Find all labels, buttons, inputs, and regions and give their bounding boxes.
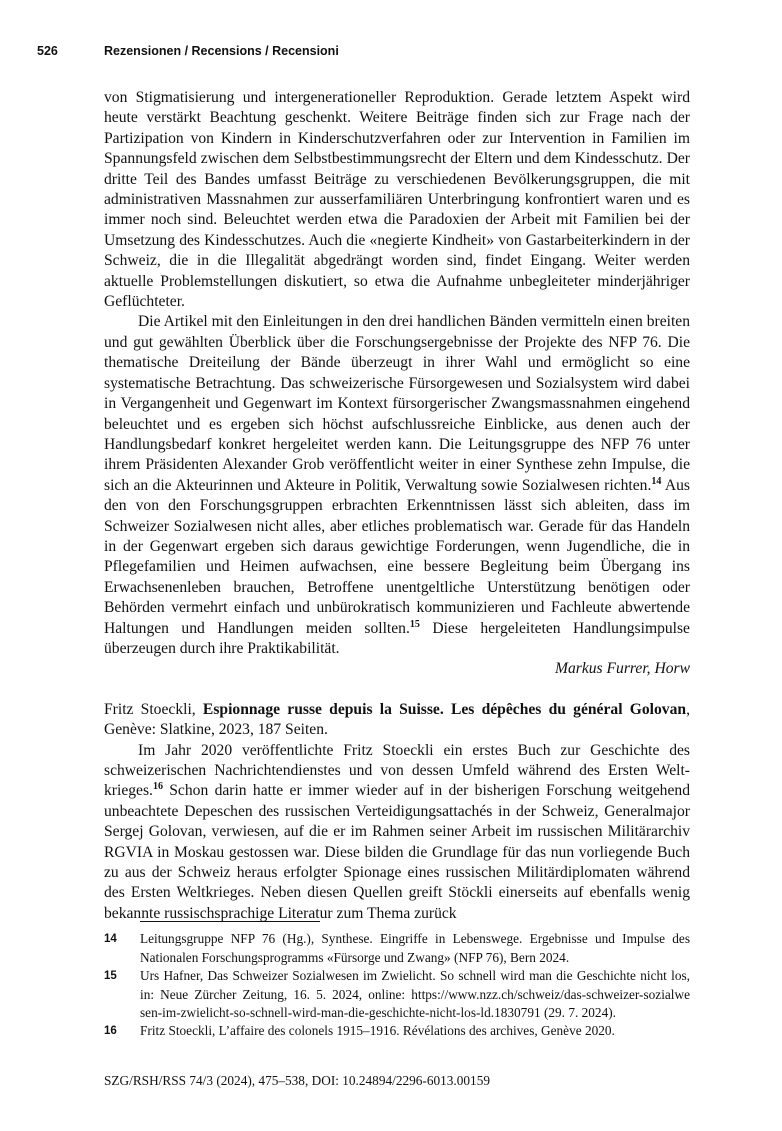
review2-paragraph-1-part-a: Im Jahr 2020 veröffentlichte Fritz Stoeckli ein erstes Buch zur Geschichte des schweizerischen Nachrichtendienstes und von dessen Umfeld während des Ersten Weltkrieges. xyxy=(104,741,690,800)
footnote-15 xyxy=(104,967,690,1023)
footnote-number: 16 xyxy=(104,1025,117,1037)
review2-publication-info: , Genève: Slatkine, 2023, 187 Seiten. xyxy=(104,700,690,739)
footnote-text: Urs Hafner, Das Schweizer Sozialwesen im Zwielicht. So schnell wird man die Geschichte nicht los, in: Neue Zürcher Zeitung, 16. 5. 2024, online: https://www.nzz.ch/schweiz/das-schweizer-sozialwe sen-im-zwielicht-so-schnell-wird-man-die-geschichte-nicht-los-ld.1830791 (29. 7. 2024). xyxy=(140,968,690,1021)
review1-paragraph-2-part-b: Aus den von den Forschungsgruppen erbrachten Erkenntnissen lässt sich ableiten, dass im Schweizer Sozialwesen nicht alles, aber etliches problematisch war. Gerade für das Handeln in der Gegenwart ergeben sich daraus gewichtige Forderungen, wenn Jugendliche, die in Pflegefamilien und Heimen aufwachsen, eine bessere Begleitung beim Übergang ins Erwachsenenleben brauchen, Betroffene unentgeltliche Unterstützung benötigen oder Behörden vermehrt einfach und unbürokratisch kommunizieren und Fachleute abwertende Haltungen und Handlungen meiden sollten. xyxy=(104,476,690,637)
footnote-ref-16[interactable]: 16 xyxy=(152,781,163,793)
review2-author: Fritz Stoeckli, xyxy=(104,700,203,718)
review2-paragraph-1-part-b: Schon darin hatte er immer wieder auf in der bisherigen Forschung weitgehend unbeachtete Depeschen des russischen Verteidigungsattachés in der Schweiz, Generalmajor Sergej Golovan, verwiesen, auf die er im Rahmen seiner Arbeit im russischen Militärarchiv RGVIA in Moskau gestossen war. Diese bilden die Grundlage für das nun vorliegende Buch zu aus der Schweiz heraus erfolgter Spionage eines russischen Militärdiplomaten während des Ersten Weltkrieges. Neben diesen Quellen greift Stöckli einerseits auf ebenfalls wenig bekannte russischsprachige Literatur zum Thema zurück xyxy=(104,782,690,922)
review2-book-title: Espionnage russe depuis la Suisse. Les dépêches du général Golovan xyxy=(202,700,687,718)
footnote-text: Fritz Stoeckli, L’affaire des colonels 1915–1916. Révélations des archives, Genève 2020. xyxy=(140,1023,615,1038)
footnote-number: 14 xyxy=(104,933,117,945)
page-number: 526 xyxy=(37,44,58,58)
body-text xyxy=(104,88,690,924)
review1-paragraph-2 xyxy=(104,312,690,659)
review2-citation xyxy=(104,700,690,741)
review1-paragraph-1: von Stigmatisierung und intergenerationeller Reproduktion. Gerade letztem Aspekt wird heute verstärkt Beachtung geschenkt. Weitere Beiträge finden sich zur Frage nach der Partizipation von Kindern in Kinderschutzverfahren oder zur Intervention in Familien im Spannungsfeld zwischen dem Selbstbestimmungsrecht der Eltern und dem Kindesschutz. Der dritte Teil des Bandes umfasst Beiträge zu verschiedenen Bevölkerungsgruppen, die mit administrativen Massnahmen zur ausserfamiliären Unterbringung konfrontiert waren und es immer noch sind. Beleuchtet werden etwa die Paradoxien der Arbeit mit Familien bei der Umsetzung des Kindesschutzes. Auch die «negierte Kindheit» von Gastarbeiterkindern in der Schweiz, die in die Illegalität abgedrängt worden sind, findet Eingang. Weiter werden aktuelle Problemstellungen diskutiert, so etwa die Aufnahme unbegleiteter minderjähriger Geflüchteter. xyxy=(104,89,690,311)
footnote-ref-14[interactable]: 14 xyxy=(651,475,662,487)
footnote-text: Leitungsgruppe NFP 76 (Hg.), Synthese. Eingriffe in Lebenswege. Ergebnisse und Impulse des Nationalen Forschungsprogramms «Fürsorge und Zwang» (NFP 76), Bern 2024. xyxy=(140,931,690,965)
footnote-16 xyxy=(104,1022,690,1041)
review2-paragraph-1 xyxy=(104,741,690,925)
footnote-number: 15 xyxy=(104,970,117,982)
review1-paragraph-2-part-c: Diese hergeleiteten Handlungsimpulse überzeugen durch ihre Praktikabilität. xyxy=(104,619,690,657)
running-title: Rezensionen / Recensions / Recensioni xyxy=(104,44,339,58)
journal-citation-footer: SZG/RSH/RSS 74/3 (2024), 475–538, DOI: 10.24894/2296-6013.00159 xyxy=(104,1073,490,1088)
footnote-14 xyxy=(104,930,690,967)
review1-paragraph-2-part-a: Die Artikel mit den Einleitungen in den drei handlichen Bänden vermitteln einen breiten und gut gewählten Überblick über die Forschungsergebnisse der Projekte des NFP 76. Die thematische Dreiteilung der Bände überzeugt in ihrer Wahl und ermöglicht so eine systematische Betrachtung. Das schweizerische Fürsorgewesen und Sozialsystem wird dabei in Vergangenheit und Gegenwart im Kontext fürsorgerischer Zwangsmassnahmen eingehend beleuchtet und es ergeben sich höchst aufschlussreiche Einblicke, aus denen auch der Handlungsbedarf konkret hergeleitet werden kann. Die Leitungsgruppe des NFP 76 unter ihrem Präsidenten Alexander Grob veröffentlicht weiter in einer Synthese zehn Impulse, die sich an die Akteurinnen und Akteure in Politik, Verwaltung sowie Sozialwesen richten. xyxy=(104,313,690,494)
running-header xyxy=(37,44,704,64)
footnote-separator xyxy=(140,921,320,922)
reviewer-signature: Markus Furrer, Horw xyxy=(554,660,690,678)
footnote-ref-15[interactable]: 15 xyxy=(409,618,420,630)
